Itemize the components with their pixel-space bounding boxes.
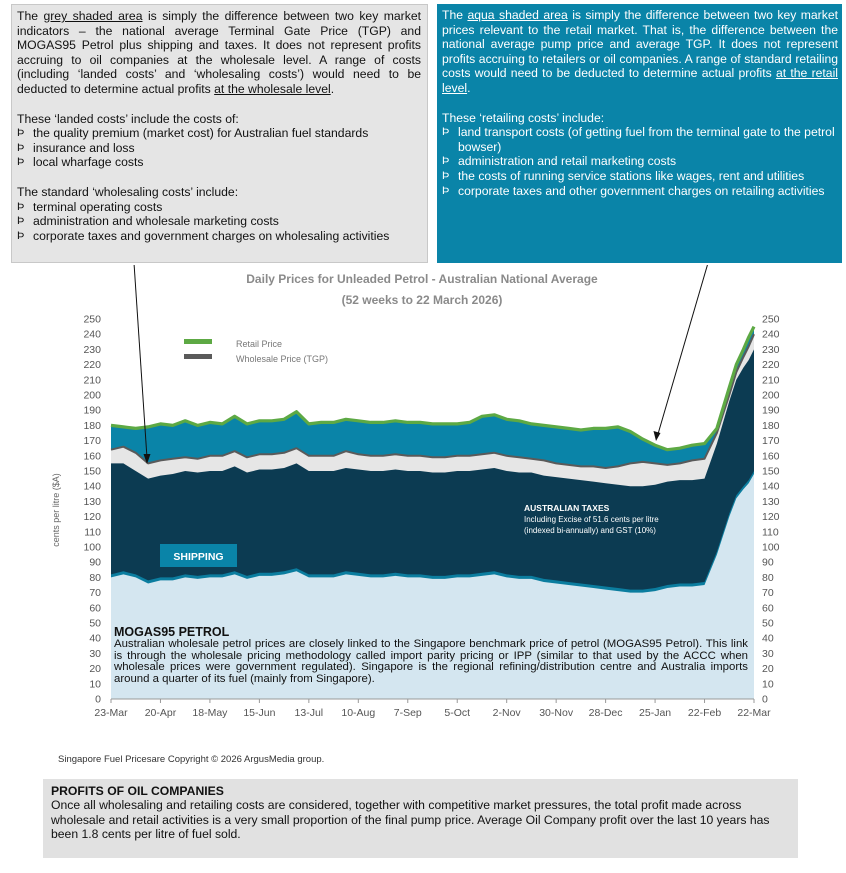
y-tick-label-left: 210 [83, 374, 101, 387]
y-tick-label-right: 160 [762, 450, 780, 463]
bullet-icon: Þ [17, 229, 25, 242]
y-axis-label: cents per litre ($A) [51, 473, 61, 547]
y-tick-label-right: 0 [762, 693, 768, 706]
y-tick-label-right: 60 [762, 602, 774, 615]
x-tick-label: 23-Mar [94, 707, 128, 719]
grey-highlight: grey shaded area [43, 9, 143, 23]
y-tick-label-right: 100 [762, 541, 780, 554]
y-tick-label-right: 200 [762, 389, 780, 402]
grey-area-explanation [11, 4, 428, 263]
list-item: Þ terminal operating costs [17, 199, 163, 214]
x-tick-label: 13-Jul [294, 707, 324, 719]
y-tick-label-left: 220 [83, 359, 101, 372]
bullet-icon: Þ [17, 141, 25, 154]
retailing-costs-heading: These ‘retailing costs’ include: [442, 110, 605, 125]
profits-panel [43, 779, 798, 858]
mogas-title: MOGAS95 PETROL [114, 626, 230, 639]
y-tick-label-right: 130 [762, 495, 780, 508]
taxes-line-1: Including Excise of 51.6 cents per litre [524, 515, 659, 524]
chart-title: Daily Prices for Unleaded Petrol - Australian National Average [246, 272, 598, 286]
bullet-icon: Þ [442, 184, 450, 197]
grey-intro: The grey shaded area is simply the difference between two key market indicators – the national average Terminal Gate Price (TGP) and MOGAS95 Petrol plus shipping and taxes. It does not represent profits accruing to oil companies at the wholesale level. A range of costs (including ‘landed costs’ and ‘wholesaling costs’) would need to be deducted to determine actual profits at the wholesale level. [17, 9, 421, 96]
bullet-icon: Þ [17, 127, 25, 140]
list-item: Þ the costs of running service stations like wages, rent and utilities [442, 168, 805, 183]
y-tick-label-left: 240 [83, 328, 101, 341]
list-item: Þ the quality premium (market cost) for Australian fuel standards [17, 126, 369, 141]
list-item: Þ local wharfage costs [17, 155, 144, 170]
y-tick-label-right: 140 [762, 480, 780, 493]
copyright-notice: Singapore Fuel Pricesare Copyright © 2026 ArgusMedia group. [58, 754, 325, 765]
y-tick-label-right: 50 [762, 617, 774, 630]
retailing-costs-list [442, 125, 838, 198]
y-tick-label-right: 250 [762, 313, 780, 326]
x-tick-label: 5-Oct [444, 707, 471, 719]
list-item: Þ insurance and loss [17, 140, 135, 155]
y-tick-label-right: 10 [762, 678, 774, 691]
chart-subtitle: (52 weeks to 22 March 2026) [341, 293, 503, 307]
bullet-icon: Þ [442, 126, 450, 139]
y-tick-label-left: 10 [89, 678, 101, 691]
retail-level-link: at the retail level [442, 66, 838, 95]
y-tick-label-left: 70 [89, 587, 101, 600]
y-tick-label-right: 240 [762, 328, 780, 341]
mogas-text: Australian wholesale petrol prices are closely linked to the Singapore benchmark price of petrol (MOGAS95 Petrol). This link is through the wholesale pricing methodology called import parity pricing or IPP (similar to that used by the ACCC when wholesale prices were government regulated). Singapore is the regional refining/distribution centre and Australia imports around a quarter of its fuel (mainly from Singapore). [114, 638, 748, 685]
legend [184, 339, 328, 364]
list-item: Þ corporate taxes and other government charges on retailing activities [442, 183, 825, 198]
y-tick-label-left: 150 [83, 465, 101, 478]
taxes-title: AUSTRALIAN TAXES [524, 503, 610, 513]
bullet-icon: Þ [442, 155, 450, 168]
legend-swatch-retail [184, 339, 212, 344]
landed-costs-heading: These ‘landed costs’ include the costs of: [17, 111, 239, 126]
x-tick-label: 22-Feb [687, 707, 722, 719]
y-tick-label-right: 120 [762, 511, 780, 524]
aqua-callout-arrow [658, 265, 708, 434]
price-chart [0, 265, 846, 745]
shipping-label: SHIPPING [173, 551, 224, 563]
aqua-intro: The aqua shaded area is simply the difference between two key market prices relevant to the retail market. That is, the difference between the national average pump price and average TGP. It does not represent profits accruing to retailers or oil companies. A range of standard retailing costs would need to be deducted to determine actual profits at the retail level. [442, 8, 839, 95]
y-tick-label-left: 230 [83, 343, 101, 356]
x-tick-label: 20-Apr [144, 707, 177, 719]
profits-title: PROFITS OF OIL COMPANIES [51, 784, 224, 798]
y-tick-label-left: 110 [84, 526, 101, 539]
y-tick-label-right: 90 [762, 556, 774, 569]
bullet-icon: Þ [17, 215, 25, 228]
bullet-icon: Þ [17, 156, 25, 169]
y-tick-label-left: 170 [83, 435, 101, 448]
y-tick-label-right: 210 [762, 374, 780, 387]
y-tick-label-left: 130 [83, 495, 101, 508]
y-tick-label-left: 100 [83, 541, 101, 554]
x-tick-label: 15-Jun [243, 707, 276, 719]
y-tick-label-left: 120 [83, 511, 101, 524]
y-tick-label-right: 220 [762, 359, 780, 372]
x-tick-label: 18-May [192, 707, 228, 719]
y-tick-label-left: 140 [83, 480, 101, 493]
aqua-arrowhead-icon [654, 431, 661, 441]
y-tick-label-left: 190 [83, 404, 101, 417]
y-tick-label-left: 200 [83, 389, 101, 402]
y-tick-label-right: 170 [762, 435, 780, 448]
bullet-icon: Þ [442, 169, 450, 182]
x-tick-label: 28-Dec [588, 707, 623, 719]
wholesale-costs-heading: The standard ‘wholesaling costs’ include: [17, 184, 239, 199]
y-tick-label-left: 0 [95, 693, 101, 706]
y-tick-label-left: 50 [89, 617, 101, 630]
wholesale-costs-list [17, 200, 421, 244]
list-item: Þ land transport costs (of getting fuel from the terminal gate to the petrol bowser) [442, 125, 835, 154]
y-tick-label-left: 160 [83, 450, 101, 463]
y-tick-label-left: 90 [89, 556, 101, 569]
aqua-area-explanation [437, 4, 842, 263]
y-tick-label-left: 250 [83, 313, 101, 326]
bullet-icon: Þ [17, 200, 25, 213]
x-tick-label: 10-Aug [341, 707, 376, 719]
landed-costs-list [17, 126, 421, 170]
x-tick-label: 7-Sep [393, 707, 422, 719]
legend-swatch-wholesale [184, 354, 212, 359]
x-tick-label: 30-Nov [539, 707, 574, 719]
y-tick-label-right: 20 [762, 663, 774, 676]
legend-label-retail: Retail Price [236, 339, 283, 349]
y-tick-label-right: 150 [762, 465, 780, 478]
y-tick-label-right: 30 [762, 647, 774, 660]
y-tick-label-right: 180 [762, 419, 780, 432]
y-tick-label-left: 20 [89, 663, 101, 676]
mogas-annotation [114, 626, 748, 690]
x-tick-label: 2-Nov [492, 707, 521, 719]
y-tick-label-right: 110 [762, 526, 779, 539]
y-tick-label-right: 80 [762, 571, 774, 584]
y-tick-label-right: 70 [762, 587, 774, 600]
y-tick-label-left: 180 [83, 419, 101, 432]
y-tick-label-right: 190 [762, 404, 780, 417]
x-tick-label: 25-Jan [639, 707, 672, 719]
list-item: Þ corporate taxes and government charges on wholesaling activities [17, 228, 390, 243]
wholesale-level-link: at the wholesale level [214, 81, 331, 96]
legend-label-wholesale: Wholesale Price (TGP) [236, 354, 329, 364]
y-tick-label-right: 230 [762, 343, 780, 356]
taxes-line-2: (indexed bi-annually) and GST (10%) [524, 526, 656, 535]
y-tick-label-right: 40 [762, 632, 774, 645]
profits-text: Once all wholesaling and retailing costs are considered, together with competitive market pressures, the total profit made across wholesale and retail activities is a very small proportion of the final pump price. Average Oil Company profit over the last 10 years has been 1.8 cents per litre of fuel sold. [51, 798, 770, 842]
y-tick-label-left: 60 [89, 602, 101, 615]
aqua-highlight: aqua shaded area [467, 8, 568, 22]
y-tick-label-left: 30 [89, 647, 101, 660]
y-tick-label-left: 40 [89, 632, 101, 645]
list-item: Þ administration and wholesale marketing costs [17, 214, 279, 229]
y-tick-label-left: 80 [89, 571, 101, 584]
x-tick-label: 22-Mar [737, 707, 771, 719]
list-item: Þ administration and retail marketing costs [442, 154, 677, 169]
